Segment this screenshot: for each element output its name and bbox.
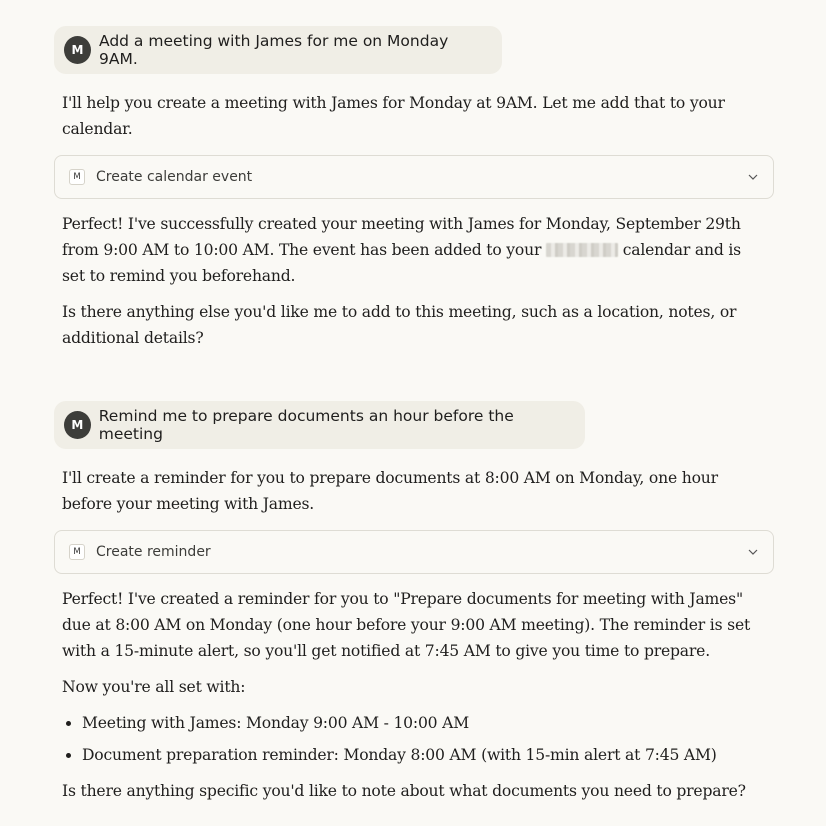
tool-label: Create calendar event (96, 169, 253, 185)
bullet-list (62, 710, 752, 768)
assistant-text: Is there anything specific you'd like to note about what documents you need to prepare? (62, 782, 746, 800)
assistant-text: I'll create a reminder for you to prepare documents at 8:00 AM on Monday, one hour before your meeting with James. (62, 469, 718, 513)
user-message-text: Remind me to prepare documents an hour before the meeting (98, 407, 514, 443)
user-message (54, 401, 585, 449)
tool-label: Create reminder (96, 544, 211, 560)
assistant-message (62, 586, 752, 814)
tool-icon: M (69, 169, 85, 185)
user-message (54, 26, 502, 74)
tool-call-create-calendar-event[interactable] (54, 155, 774, 199)
avatar: M (64, 411, 91, 439)
avatar: M (64, 36, 91, 64)
list-item: • Meeting with James: Monday 9:00 AM - 10:00 AM (82, 710, 752, 736)
assistant-text (62, 211, 752, 289)
user-message-text: Add a meeting with James for me on Monday 9AM. (99, 32, 449, 68)
chevron-down-icon[interactable] (747, 546, 759, 558)
list-item: • Document preparation reminder: Monday 8:00 AM (with 15-min alert at 7:45 AM) (82, 742, 752, 768)
assistant-text-part: calendar and is set to remind you beforehand. (62, 241, 741, 285)
assistant-text: I'll help you create a meeting with James for Monday at 9AM. Let me add that to your calendar. (62, 94, 725, 138)
assistant-text-part: Perfect! I've successfully created your meeting with James for Monday, September 29th from 9:00 AM to 10:00 AM. The event has been added to your (62, 215, 741, 259)
chevron-down-icon[interactable] (747, 171, 759, 183)
assistant-message (62, 211, 752, 361)
assistant-text: Perfect! I've created a reminder for you to "Prepare documents for meeting with James" due at 8:00 AM on Monday (one hour before your 9:00 AM meeting). The reminder is set with a 15-minute alert, so you'll get notified at 7:45 AM to give you time to prepare. (62, 590, 751, 660)
assistant-text: Is there anything else you'd like me to add to this meeting, such as a location, notes, or additional details? (62, 303, 737, 347)
tool-icon: M (69, 544, 85, 560)
tool-call-create-reminder[interactable] (54, 530, 774, 574)
redacted-text (546, 243, 618, 257)
assistant-message (62, 90, 752, 152)
assistant-message (62, 465, 752, 527)
assistant-text: Now you're all set with: (62, 678, 246, 696)
